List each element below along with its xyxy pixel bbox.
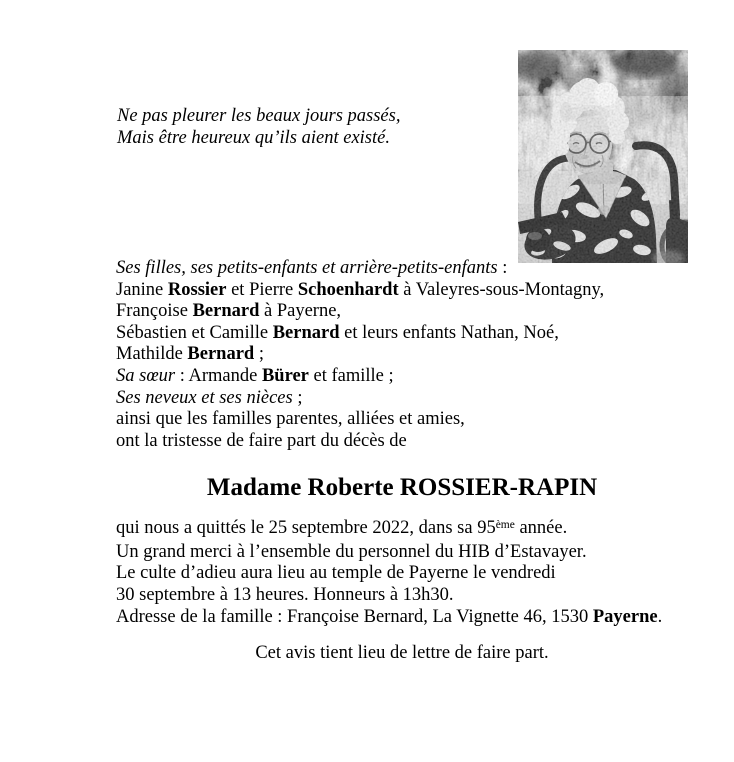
- family-line-3: Françoise Bernard à Payerne,: [116, 301, 342, 322]
- epigraph: [117, 105, 400, 149]
- family-line-9: ont la tristesse de faire part du décès de: [116, 430, 407, 451]
- family-announcement: [116, 258, 604, 452]
- closing-line: Cet avis tient lieu de lettre de faire part.: [255, 643, 549, 663]
- deceased-name: Madame Roberte ROSSIER-RAPIN: [206, 474, 598, 501]
- details-line-2: Un grand merci à l’ensemble du personnel du HIB d’Estavayer.: [116, 541, 587, 562]
- family-line-1: Ses filles, ses petits-enfants et arrière-petits-enfants :: [116, 258, 508, 278]
- epigraph-line-2: Mais être heureux qu’ils aient existé.: [117, 128, 390, 148]
- family-line-8: ainsi que les familles parentes, alliées et amies,: [116, 409, 465, 430]
- ceremony-details: [116, 518, 662, 629]
- family-line-5: Mathilde Bernard ;: [116, 344, 264, 365]
- family-line-6: Sa sœur : Armande Bürer et famille ;: [116, 365, 394, 386]
- details-line-5: Adresse de la famille : Françoise Bernard, La Vignette 46, 1530 Payerne.: [116, 606, 663, 627]
- details-line-3: Le culte d’adieu aura lieu au temple de Payerne le vendredi: [116, 563, 556, 584]
- details-line-4: 30 septembre à 13 heures. Honneurs à 13h30.: [116, 585, 454, 606]
- family-line-2: Janine Rossier et Pierre Schoenhardt à Valeyres-sous-Montagny,: [116, 279, 605, 300]
- portrait-photo: [518, 50, 688, 263]
- epigraph-line-1: Ne pas pleurer les beaux jours passés,: [117, 106, 401, 126]
- portrait-photo-graphic: [518, 50, 688, 263]
- family-line-4: Sébastien et Camille Bernard et leurs enfants Nathan, Noé,: [116, 322, 559, 343]
- family-line-7: Ses neveux et ses nièces ;: [116, 387, 303, 408]
- details-line-1: qui nous a quittés le 25 septembre 2022, dans sa 95ème année.: [116, 518, 568, 538]
